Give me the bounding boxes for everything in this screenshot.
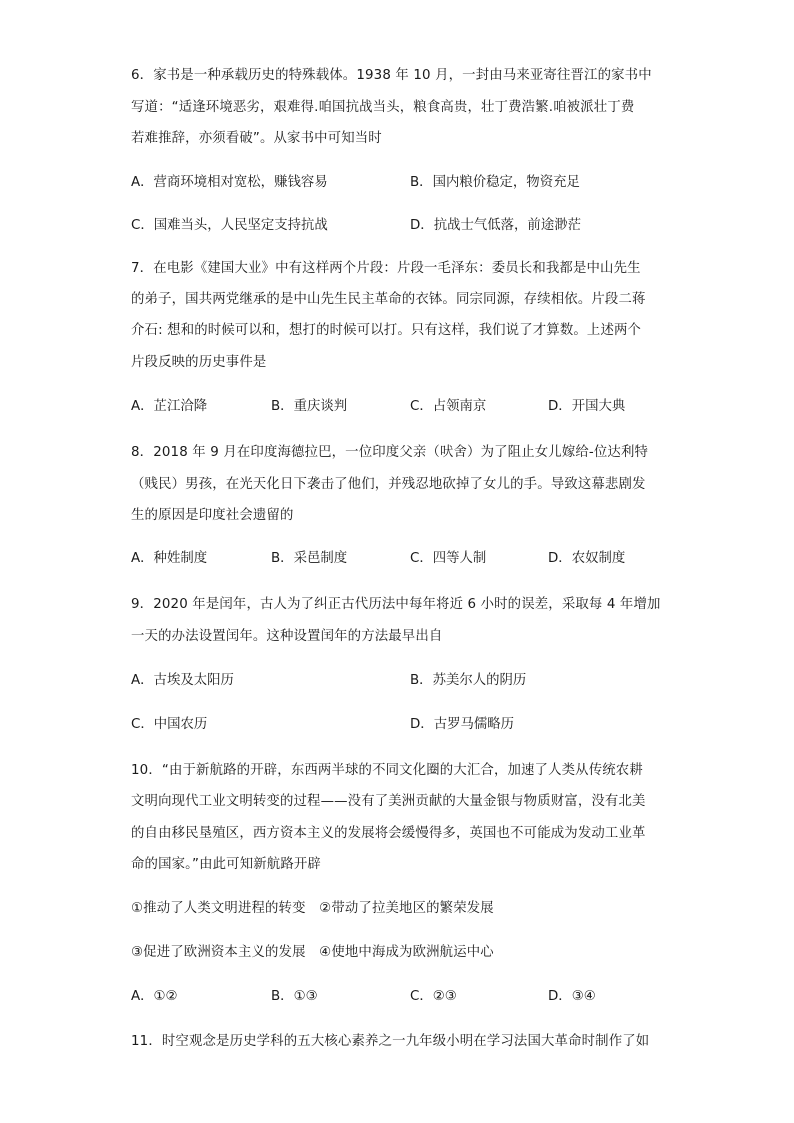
q10-stem-line-3: 的自由移民垦殖区，西方资本主义的发展将会缓慢得多，英国也不可能成为发动工业革 [131, 826, 646, 841]
q7-option-a: A．芷江洽降 [131, 399, 208, 414]
q9-option-b: B．苏美尔人的阴历 [410, 673, 527, 688]
q10-option-b: B．①③ [271, 989, 318, 1004]
q7-stem-line-1: 7．在电影《建国大业》中有这样两个片段：片段一毛泽东：委员长和我都是中山先生 [131, 261, 641, 276]
q8-stem-line-1: 8．2018 年 9 月在印度海德拉巴，一位印度父亲（吠舍）为了阻止女儿嫁给-位达利特 [131, 445, 649, 460]
q6-stem-line-2: 写道：“适逢环境恶劣，艰难得.咱国抗战当头，粮食高贵，壮丁费浩繁.咱被派壮丁费 [131, 100, 635, 115]
q6-option-a: A．营商环境相对宽松，赚钱容易 [131, 175, 328, 190]
q8-stem-line-2: （贱民）男孩，在光天化日下袭击了他们，并残忍地砍掉了女儿的手。导致这幕悲剧发 [131, 477, 646, 492]
q7-option-d: D．开国大典 [548, 399, 626, 414]
q8-stem-line-3: 生的原因是印度社会遗留的 [131, 508, 294, 523]
q10-option-a: A．①② [131, 989, 178, 1004]
q6-option-d: D．抗战士气低落，前途渺茫 [410, 218, 581, 233]
q10-stem-line-4: 命的国家。”由此可知新航路开辟 [131, 857, 321, 872]
q6-option-b: B．国内粮价稳定，物资充足 [410, 175, 580, 190]
q10-stem-line-2: 文明向现代工业文明转变的过程——没有了美洲贡献的大量金银与物质财富，没有北美 [131, 794, 646, 809]
q10-option-c: C．②③ [410, 989, 457, 1004]
q9-stem-line-2: 一天的办法设置闰年。这种设置闰年的方法最早出自 [131, 629, 443, 644]
q6-stem-line-1: 6．家书是一种承载历史的特殊载体。1938 年 10 月，一封由马来亚寄往晋江的家书中 [131, 68, 652, 83]
q8-option-c: C．四等人制 [410, 551, 487, 566]
q6-option-c: C．国难当头，人民坚定支持抗战 [131, 218, 328, 233]
q7-stem-line-3: 介石: 想和的时候可以和，想打的时候可以打。只有这样，我们说了才算数。上述两个 [131, 323, 642, 338]
q10-option-d: D．③④ [548, 989, 596, 1004]
q8-option-d: D．农奴制度 [548, 551, 626, 566]
q9-option-a: A．古埃及太阳历 [131, 673, 234, 688]
q8-option-a: A．种姓制度 [131, 551, 208, 566]
q9-option-c: C．中国农历 [131, 717, 208, 732]
q9-stem-line-1: 9．2020 年是闰年，古人为了纠正古代历法中每年将近 6 小时的误差，采取每 4 年增加 [131, 597, 661, 612]
q7-stem-line-2: 的弟子，国共两党继承的是中山先生民主革命的衣钵。同宗同源，存续相依。片段二蒋 [131, 292, 646, 307]
q10-stem-line-1: 10．“由于新航路的开辟，东西两半球的不同文化圈的大汇合，加速了人类从传统农耕 [131, 763, 643, 778]
q7-stem-line-4: 片段反映的历史事件是 [131, 355, 267, 370]
q7-option-c: C．占领南京 [410, 399, 487, 414]
q11-stem-line-1: 11．时空观念是历史学科的五大核心素养之一九年级小明在学习法国大革命时制作了如 [131, 1034, 650, 1049]
q9-option-d: D．古罗马儒略历 [410, 717, 515, 732]
q10-statement-line-1: ①推动了人类文明进程的转变 ②带动了拉美地区的繁荣发展 [131, 901, 494, 916]
q6-stem-line-3: 若难推辞，亦须看破”。从家书中可知当时 [131, 131, 382, 146]
q10-statement-line-2: ③促进了欧洲资本主义的发展 ④使地中海成为欧洲航运中心 [131, 945, 494, 960]
q8-option-b: B．采邑制度 [271, 551, 348, 566]
q7-option-b: B．重庆谈判 [271, 399, 348, 414]
